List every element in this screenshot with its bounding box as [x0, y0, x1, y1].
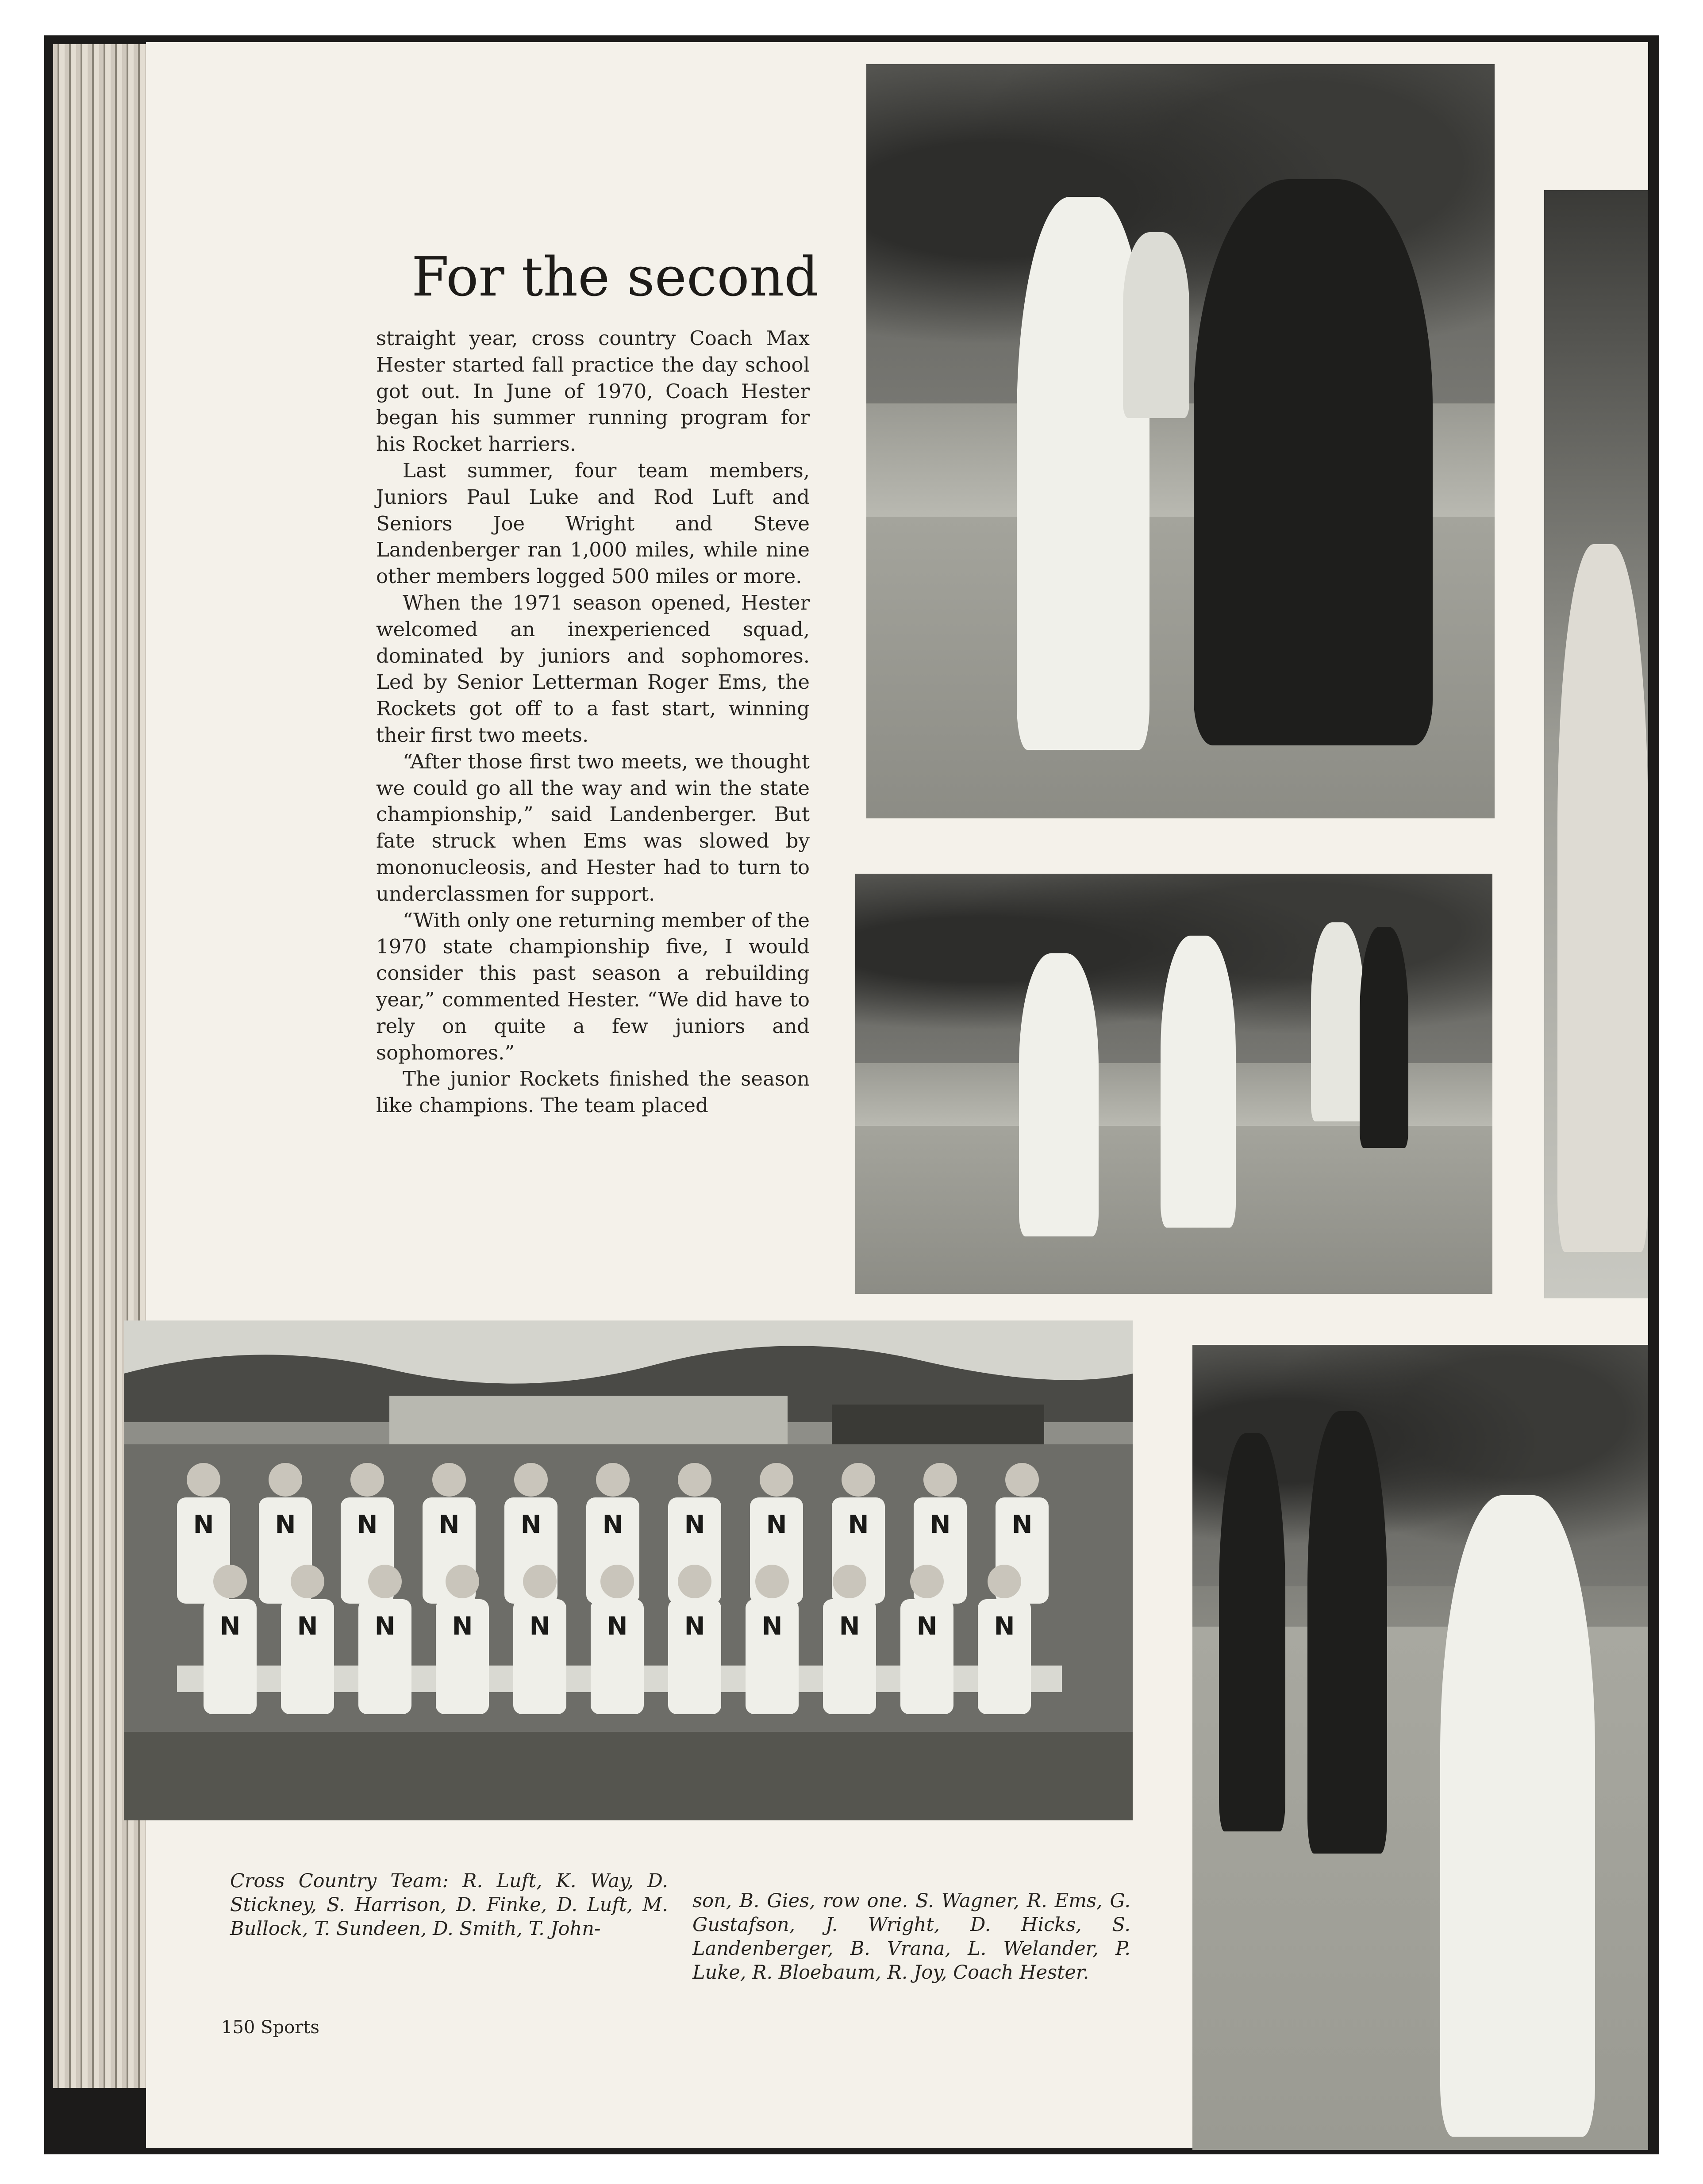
front-row-member-letter: N	[684, 1612, 705, 1641]
back-row-member-letter: N	[1011, 1510, 1033, 1539]
front-row-member-head	[678, 1565, 711, 1598]
team-photo-drawing	[124, 1320, 1133, 1820]
photo-caption-left: Cross Country Team: R. Luft, K. Way, D. Stickney, S. Harrison, D. Finke, D. Luft, M. Bullock, T. Sundeen, D. Smith, T. John-	[230, 1870, 668, 1940]
front-row-member-letter: N	[916, 1612, 938, 1641]
front-row-member-head	[523, 1565, 557, 1598]
back-row-member-head	[514, 1463, 548, 1497]
back-row-member-letter: N	[438, 1510, 460, 1539]
paragraph: The junior Rockets finished the season like champions. The team placed	[376, 1067, 810, 1117]
back-row-member-head	[678, 1463, 711, 1497]
back-row-member-letter: N	[848, 1510, 869, 1539]
front-row-member-head	[291, 1565, 324, 1598]
jacket-figure	[1194, 179, 1433, 745]
front-row-member-letter: N	[219, 1612, 241, 1641]
front-row-member-letter: N	[374, 1612, 396, 1641]
photo-runners-handshake	[866, 64, 1495, 818]
front-row-member-head	[368, 1565, 402, 1598]
front-row-member-letter: N	[297, 1612, 318, 1641]
front-row-member-head	[755, 1565, 789, 1598]
back-row-member-head	[350, 1463, 384, 1497]
back-row-member-letter: N	[193, 1510, 214, 1539]
page-folio: 150 Sports	[221, 2017, 319, 2038]
coach-figure	[1123, 232, 1189, 418]
back-row-member-head	[187, 1463, 220, 1497]
headline: For the second	[411, 246, 819, 308]
front-row-member-head	[446, 1565, 479, 1598]
paragraph: “With only one returning member of the 1970 state championship five, I would consider this past season a rebuilding year,” commented Hester. “We did have to rely on quite a few juniors and sophomores.”	[376, 908, 810, 1064]
back-row-member-letter: N	[930, 1510, 951, 1539]
front-row-member-head	[833, 1565, 866, 1598]
photo-team	[124, 1320, 1133, 1820]
back-row-member-head	[269, 1463, 302, 1497]
front-row-member-letter: N	[994, 1612, 1015, 1641]
photo-runner-finish	[1192, 1345, 1648, 2150]
paragraph: Last summer, four team members, Juniors Paul Luke and Rod Luft and Seniors Joe Wright and Steve Landenberger ran 1,000 miles, while nine other members logged 500 miles or more.	[376, 458, 810, 588]
front-row-member-head	[910, 1565, 944, 1598]
front-row-member-letter: N	[607, 1612, 628, 1641]
back-row-member-head	[760, 1463, 793, 1497]
runner-figure	[1440, 1495, 1595, 2137]
back-row-member-letter: N	[602, 1510, 623, 1539]
back-row-member-head	[596, 1463, 630, 1497]
runner-figure	[1019, 953, 1099, 1236]
article-body	[376, 325, 810, 1119]
paragraph: straight year, cross country Coach Max Hester started fall practice the day school got out. In June of 1970, Coach Hester began his summer running program for his Rocket harriers.	[376, 326, 810, 456]
back-row-member-letter: N	[684, 1510, 705, 1539]
photo-right-strip	[1544, 190, 1648, 1298]
front-row-member-head	[988, 1565, 1021, 1598]
cheerleader-figure	[1311, 922, 1364, 1121]
spectator-figure	[1360, 927, 1408, 1148]
back-row-member-head	[432, 1463, 466, 1497]
back-row-member-letter: N	[357, 1510, 378, 1539]
spectator-figure	[1307, 1411, 1387, 1854]
partial-figure	[1557, 544, 1648, 1252]
photo-caption-right: son, B. Gies, row one. S. Wagner, R. Ems, G. Gustafson, J. Wright, D. Hicks, S. Landenberger, B. Vrana, L. Welander, P. Luke, R. Bloebaum, R. Joy, Coach Hester.	[692, 1890, 1130, 1984]
front-row-member-head	[600, 1565, 634, 1598]
runner-figure	[1161, 936, 1236, 1228]
back-row-member-letter: N	[766, 1510, 787, 1539]
front-row-member-letter: N	[761, 1612, 783, 1641]
photo-runners-course	[855, 874, 1492, 1294]
back-row-member-letter: N	[275, 1510, 296, 1539]
back-row-member-letter: N	[520, 1510, 542, 1539]
front-row-member-letter: N	[452, 1612, 473, 1641]
back-row-member-head	[1005, 1463, 1039, 1497]
front-row-member-letter: N	[529, 1612, 550, 1641]
spectator-figure	[1219, 1433, 1285, 1831]
back-row-member-head	[842, 1463, 875, 1497]
front-row-member-letter: N	[839, 1612, 860, 1641]
front-row-member-head	[213, 1565, 247, 1598]
paragraph: “After those first two meets, we thought we could go all the way and win the state championship,” said Landenberger. But fate struck when Ems was slowed by mononucleosis, and Hester had to turn to underclassmen for support.	[376, 749, 810, 906]
back-row-member-head	[923, 1463, 957, 1497]
paragraph: When the 1971 season opened, Hester welcomed an inexperienced squad, dominated by juniors and sophomores. Led by Senior Letterman Roger Ems, the Rockets got off to a fast start, winning their first two meets.	[376, 591, 810, 747]
